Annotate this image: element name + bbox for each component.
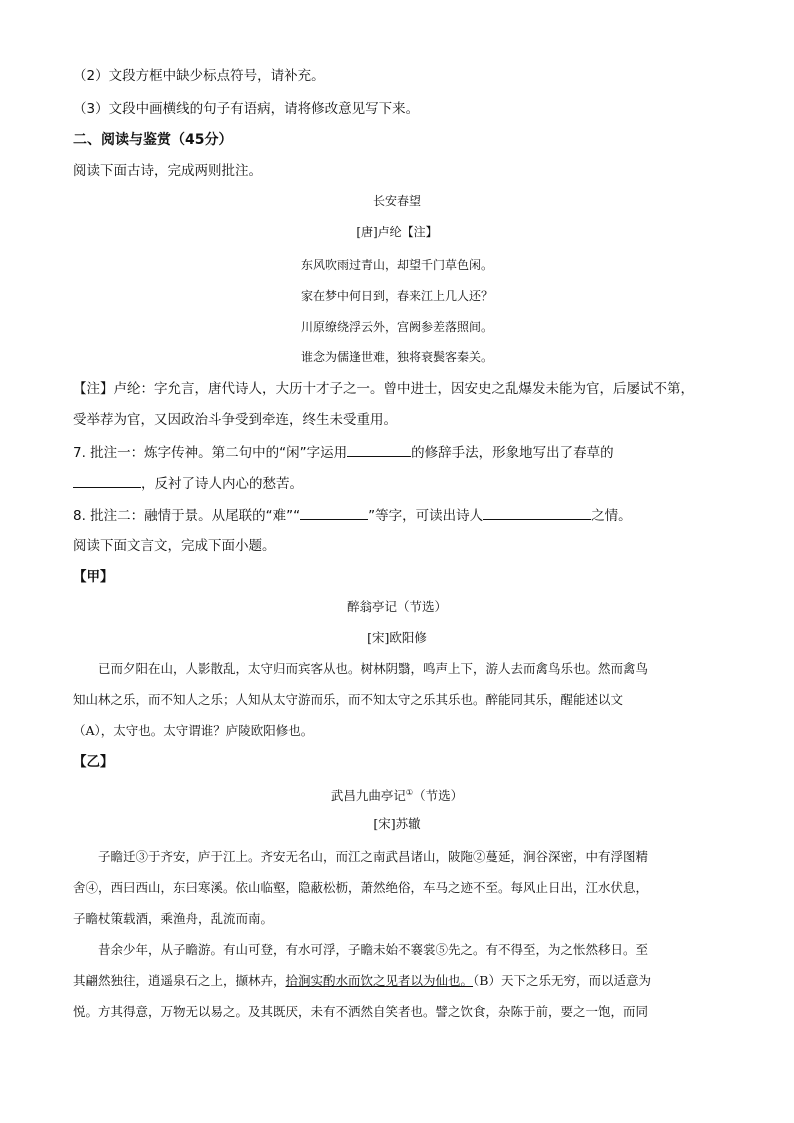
poem-author: [唐]卢纶【注】: [356, 225, 438, 239]
poem-title: 长安春望: [372, 194, 421, 208]
answer-blank[interactable]: [300, 505, 368, 520]
answer-blank[interactable]: [347, 442, 411, 457]
passage-text: （B）天下之乐无穷，而以适意为: [473, 973, 651, 988]
footnote-marker: ①: [405, 788, 414, 797]
passage-jia-line: （A），太守也。太守谓谁？庐陵欧阳修也。: [73, 723, 314, 738]
question-7-text: ，反衬了诗人内心的愁苦。: [141, 476, 303, 492]
passage-text: 其翩然独往，逍遥泉石之上，撷林卉，: [73, 973, 286, 988]
passage-yi-line: [73, 971, 721, 991]
question-7-continued: [73, 473, 303, 494]
poem-line: 谁念为儒逢世难，独将衰鬓客秦关。: [300, 350, 493, 364]
question-8-text: 之情。: [591, 508, 632, 524]
question-2: （2）文段方框中缺少标点符号，请补充。: [73, 68, 325, 84]
passage-yi-line: 子瞻杖策载酒，乘渔舟，乱流而南。: [73, 911, 274, 926]
question-8: [73, 505, 632, 526]
passage-yi-line: 舍④，西曰西山，东曰寒溪。依山临壑，隐蔽松枥，萧然绝俗，车马之迹不至。每风止日出，江水伏息，: [73, 880, 649, 895]
poem-note-line: 受举荐为官，又因政治斗争受到牵连，终生未受重用。: [73, 412, 397, 428]
poem-note-line: 【注】卢纶：字允言，唐代诗人，大历十才子之一。曾中进士，因安史之乱爆发未能为官，后屡试不第，: [73, 381, 694, 397]
passage-jia-line: 已而夕阳在山，人影散乱，太守归而宾客从也。树林阴翳，鸣声上下，游人去而禽鸟乐也。然而禽鸟: [98, 661, 649, 676]
passage-yi-line: 悦。方其得意，万物无以易之。及其既厌，未有不洒然自笑者也。譬之饮食，杂陈于前，要之一饱，而同: [73, 1004, 649, 1019]
passage-jia-author: [宋]欧阳修: [367, 630, 427, 645]
question-3: （3）文段中画横线的句子有语病，请将修改意见写下来。: [73, 101, 420, 117]
passage-yi-title-text: 武昌九曲亭记: [330, 788, 406, 804]
poem-line: 家在梦中何日到，春来江上几人还？: [300, 289, 493, 303]
passage-yi-title: [0, 784, 794, 805]
question-7-text: 的修辞手法，形象地写出了春草的: [411, 445, 614, 461]
prose-instruction: 阅读下面文言文，完成下面小题。: [73, 538, 276, 554]
question-7-text: 7. 批注一：炼字传神。第二句中的“闲”字运用: [73, 445, 348, 461]
section-heading: 二、阅读与鉴赏（45分）: [73, 132, 233, 148]
underlined-sentence: 拾涧实酌水而饮之见者以为仙也。: [285, 973, 474, 988]
passage-jia-line: 知山林之乐，而不知人之乐；人知从太守游而乐，而不知太守之乐其乐也。醉能同其乐，醒能述以文: [73, 692, 624, 707]
poem-instruction: 阅读下面古诗，完成两则批注。: [73, 163, 262, 179]
answer-blank[interactable]: [73, 473, 141, 488]
passage-yi-line: 子瞻迁③于齐安，庐于江上。齐安无名山，而江之南武昌诸山，陂陁②蔓延，涧谷深密，中有浮图精: [98, 849, 649, 864]
question-8-text: ”等字，可读出诗人: [368, 508, 484, 524]
question-7: [73, 442, 614, 463]
question-8-text: 8. 批注二：融情于景。从尾联的“难”“: [73, 508, 301, 524]
passage-jia-label: 【甲】: [73, 569, 114, 585]
poem-line: 东风吹雨过青山，却望千门草色闲。: [300, 258, 493, 272]
passage-yi-line: 昔余少年，从子瞻游。有山可登，有水可浮，子瞻未始不褰裳⑤先之。有不得至，为之怅然移日。至: [98, 942, 649, 957]
poem-line: 川原缭绕浮云外，宫阙参差落照间。: [300, 320, 493, 334]
answer-blank[interactable]: [483, 505, 591, 520]
passage-yi-label: 【乙】: [73, 754, 114, 770]
passage-jia-title: 醉翁亭记（节选）: [346, 599, 447, 614]
passage-yi-author: [宋]苏辙: [373, 816, 421, 831]
passage-yi-title-suffix: （节选）: [413, 788, 464, 804]
